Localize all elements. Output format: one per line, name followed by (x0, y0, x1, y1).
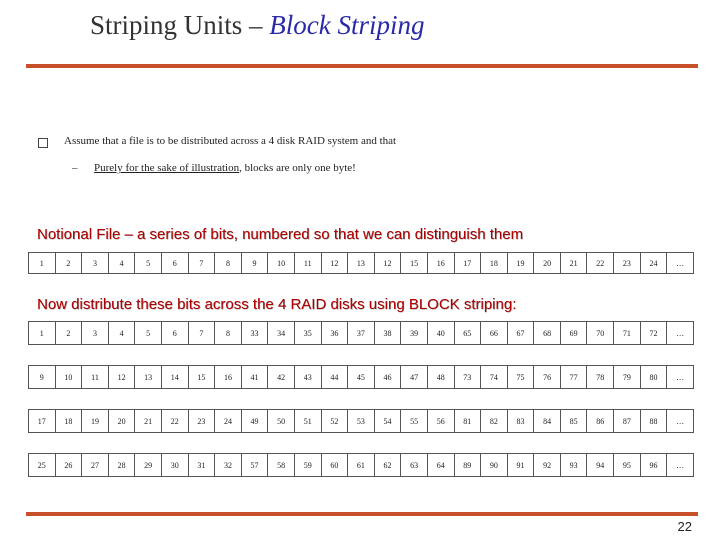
disk-cell: 25 (29, 454, 56, 477)
disk-cell: 59 (294, 454, 321, 477)
file-cell: 3 (82, 253, 109, 274)
file-cell: 21 (560, 253, 587, 274)
disk-cell: 46 (374, 366, 401, 389)
disk-cell: 33 (241, 322, 268, 345)
disk-cell: 52 (321, 410, 348, 433)
disk-row (29, 454, 694, 477)
disk-cell: … (667, 366, 694, 389)
disk-cell: 66 (481, 322, 508, 345)
disk-cell: 94 (587, 454, 614, 477)
file-row (29, 253, 694, 274)
disk-cell: 58 (268, 454, 295, 477)
disk-cell: 68 (534, 322, 561, 345)
bullet-text-2-underlined: Purely for the sake of illustration (94, 162, 240, 174)
disk-cell: 81 (454, 410, 481, 433)
disk-cell: 80 (640, 366, 667, 389)
disk-cell: 8 (215, 322, 242, 345)
notional-file-heading: Notional File – a series of bits, numbered so that we can distinguish them (37, 226, 524, 243)
row-spacer (29, 345, 694, 366)
disk-cell: 53 (348, 410, 375, 433)
bullet-text-2-rest: , blocks are only one byte! (239, 162, 356, 174)
disk-cell: 45 (348, 366, 375, 389)
disk-cell: 36 (321, 322, 348, 345)
disk-cell: 38 (374, 322, 401, 345)
bottom-divider (26, 512, 698, 516)
disk-cell: 90 (481, 454, 508, 477)
disk-cell: 73 (454, 366, 481, 389)
disk-cell: 40 (427, 322, 454, 345)
disk-cell: 44 (321, 366, 348, 389)
disk-cell: 35 (294, 322, 321, 345)
disk-cell: 18 (55, 410, 82, 433)
title-main: Striping Units – (90, 10, 263, 40)
disk-cell: 7 (188, 322, 215, 345)
row-spacer-cell (29, 433, 694, 454)
disk-cell: 67 (507, 322, 534, 345)
file-cell: 7 (188, 253, 215, 274)
disk-row (29, 322, 694, 345)
bullet-text-1: Assume that a file is to be distributed across a 4 disk RAID system and that (64, 135, 397, 147)
disk-row (29, 410, 694, 433)
file-cell: 12 (321, 253, 348, 274)
disk-cell: 31 (188, 454, 215, 477)
disk-cell: 15 (188, 366, 215, 389)
disk-cell: 92 (534, 454, 561, 477)
disk-cell: … (667, 322, 694, 345)
disk-cell: 91 (507, 454, 534, 477)
file-cell: 16 (427, 253, 454, 274)
disk-cell: 43 (294, 366, 321, 389)
disk-cell: 96 (640, 454, 667, 477)
disk-cell: 24 (215, 410, 242, 433)
file-cell: 22 (587, 253, 614, 274)
file-cell: 11 (294, 253, 321, 274)
disk-cell: 64 (427, 454, 454, 477)
disk-cell: 20 (108, 410, 135, 433)
page-number: 22 (677, 519, 692, 534)
file-cell: 9 (241, 253, 268, 274)
file-cell: 12 (374, 253, 401, 274)
disk-cell: 77 (560, 366, 587, 389)
disk-cell: … (667, 410, 694, 433)
disk-cell: 3 (82, 322, 109, 345)
disk-cell: 49 (241, 410, 268, 433)
title-accent: Block Striping (269, 10, 425, 40)
disk-cell: 88 (640, 410, 667, 433)
disk-cell: 93 (560, 454, 587, 477)
file-cell: 15 (401, 253, 428, 274)
disk-cell: 42 (268, 366, 295, 389)
disk-cell: 83 (507, 410, 534, 433)
disk-cell: 23 (188, 410, 215, 433)
disk-cell: 69 (560, 322, 587, 345)
disk-cell: 29 (135, 454, 162, 477)
disk-cell: 19 (82, 410, 109, 433)
disk-cell: 13 (135, 366, 162, 389)
disk-cell: 76 (534, 366, 561, 389)
disk-cell: 27 (82, 454, 109, 477)
disk-cell: 50 (268, 410, 295, 433)
disk-cell: 5 (135, 322, 162, 345)
disk-cell: 1 (29, 322, 56, 345)
disk-cell: 47 (401, 366, 428, 389)
sub-bullet-dash: – (72, 162, 78, 174)
disk-cell: 41 (241, 366, 268, 389)
disk-cell: 16 (215, 366, 242, 389)
file-cell: … (667, 253, 694, 274)
square-bullet-icon (38, 138, 48, 148)
disk-cell: 21 (135, 410, 162, 433)
disk-cell: 4 (108, 322, 135, 345)
disk-cell: 95 (614, 454, 641, 477)
file-cell: 23 (614, 253, 641, 274)
distribution-heading: Now distribute these bits across the 4 RAID disks using BLOCK striping: (37, 296, 517, 313)
disk-cell: 82 (481, 410, 508, 433)
notional-file-table (28, 252, 694, 274)
disk-cell: 17 (29, 410, 56, 433)
disk-cell: 85 (560, 410, 587, 433)
disk-cell: … (667, 454, 694, 477)
disk-cell: 39 (401, 322, 428, 345)
disk-cell: 65 (454, 322, 481, 345)
file-cell: 1 (29, 253, 56, 274)
disk-cell: 28 (108, 454, 135, 477)
raid-disk-table (28, 321, 694, 477)
disk-cell: 12 (108, 366, 135, 389)
file-cell: 8 (215, 253, 242, 274)
disk-cell: 32 (215, 454, 242, 477)
disk-cell: 71 (614, 322, 641, 345)
disk-cell: 79 (614, 366, 641, 389)
disk-cell: 84 (534, 410, 561, 433)
disk-cell: 9 (29, 366, 56, 389)
file-cell: 2 (55, 253, 82, 274)
file-cell: 10 (268, 253, 295, 274)
file-cell: 5 (135, 253, 162, 274)
row-spacer-cell (29, 389, 694, 410)
file-cell: 17 (454, 253, 481, 274)
disk-cell: 86 (587, 410, 614, 433)
disk-cell: 34 (268, 322, 295, 345)
disk-cell: 56 (427, 410, 454, 433)
file-cell: 13 (348, 253, 375, 274)
disk-cell: 55 (401, 410, 428, 433)
disk-cell: 89 (454, 454, 481, 477)
disk-row (29, 366, 694, 389)
file-cell: 24 (640, 253, 667, 274)
disk-cell: 6 (161, 322, 188, 345)
disk-cell: 54 (374, 410, 401, 433)
disk-cell: 87 (614, 410, 641, 433)
disk-cell: 62 (374, 454, 401, 477)
slide-title (90, 10, 425, 41)
disk-cell: 30 (161, 454, 188, 477)
disk-cell: 22 (161, 410, 188, 433)
disk-cell: 14 (161, 366, 188, 389)
disk-cell: 26 (55, 454, 82, 477)
row-spacer (29, 433, 694, 454)
disk-cell: 63 (401, 454, 428, 477)
disk-cell: 11 (82, 366, 109, 389)
bullet-text-2 (94, 162, 356, 174)
disk-cell: 74 (481, 366, 508, 389)
disk-cell: 37 (348, 322, 375, 345)
disk-cell: 61 (348, 454, 375, 477)
file-cell: 18 (481, 253, 508, 274)
disk-cell: 78 (587, 366, 614, 389)
disk-cell: 57 (241, 454, 268, 477)
file-cell: 20 (534, 253, 561, 274)
disk-cell: 2 (55, 322, 82, 345)
file-cell: 19 (507, 253, 534, 274)
disk-cell: 10 (55, 366, 82, 389)
row-spacer (29, 389, 694, 410)
disk-cell: 70 (587, 322, 614, 345)
top-divider (26, 64, 698, 68)
file-cell: 4 (108, 253, 135, 274)
row-spacer-cell (29, 345, 694, 366)
disk-cell: 51 (294, 410, 321, 433)
disk-cell: 60 (321, 454, 348, 477)
disk-cell: 75 (507, 366, 534, 389)
disk-cell: 48 (427, 366, 454, 389)
disk-cell: 72 (640, 322, 667, 345)
file-cell: 6 (161, 253, 188, 274)
